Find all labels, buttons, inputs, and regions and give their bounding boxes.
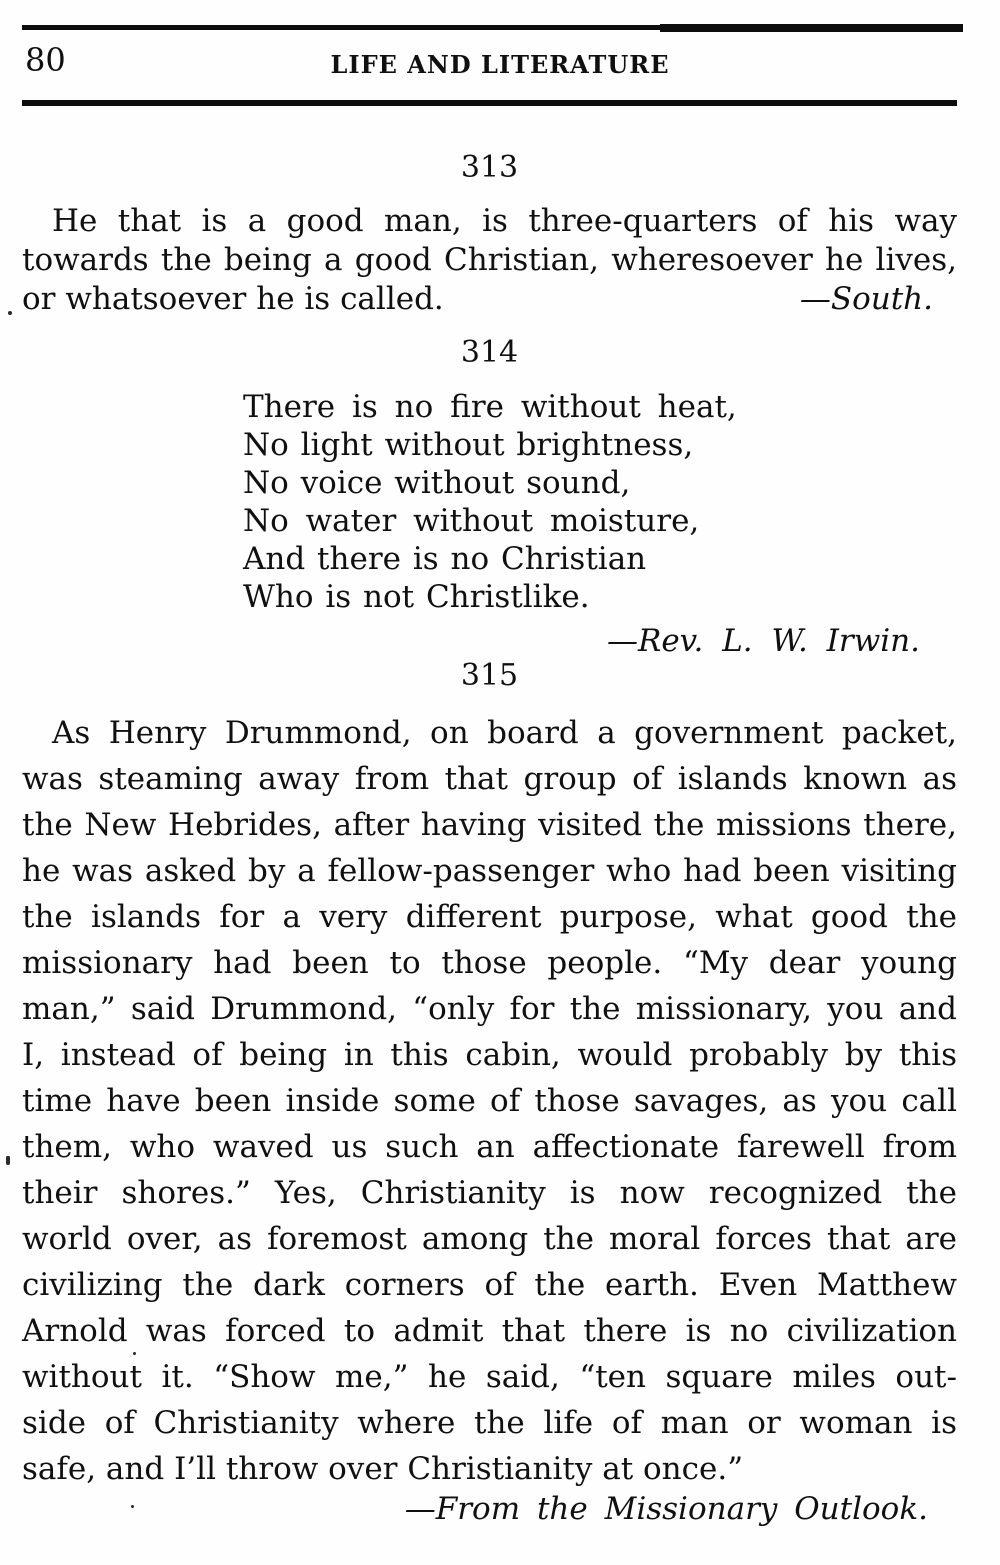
quote-line: As Henry Drummond, on board a government packet,	[52, 715, 957, 751]
quote-line: he was asked by a fellow-passenger who had been visiting	[22, 853, 957, 889]
quote-line: towards the being a good Christian, wheresoever he lives,	[22, 242, 957, 278]
quote-line: man,” said Drummond, “only for the missionary, you and	[22, 991, 957, 1027]
quote-line: without it. “Show me,” he said, “ten square miles out-	[22, 1359, 957, 1395]
quote-line: He that is a good man, is three-quarters of his way	[52, 203, 957, 239]
verse-line: Who is not Christlike.	[243, 579, 590, 615]
quote-line: them, who waved us such an affectionate farewell from	[22, 1129, 957, 1165]
quote-closing-line: safe, and I’ll throw over Christianity at once.”	[22, 1451, 744, 1487]
running-header-title: LIFE AND LITERATURE	[330, 50, 670, 79]
attribution-irwin: —Rev. L. W. Irwin.	[606, 623, 920, 659]
poem-314	[243, 388, 737, 616]
quote-line: the islands for a very different purpose, what good the	[22, 899, 957, 935]
section-number-313: 313	[460, 150, 519, 185]
header-rule-bottom	[22, 100, 957, 106]
quote-line: was steaming away from that group of islands known as	[22, 761, 957, 797]
scan-speck	[8, 311, 12, 315]
attribution-missionary-outlook: —From the Missionary Outlook.	[404, 1491, 928, 1527]
quote-closing-line	[22, 280, 957, 319]
quote-line: the New Hebrides, after having visited the missions there,	[22, 807, 957, 843]
scan-speck	[6, 1156, 10, 1165]
scan-speck	[133, 1352, 136, 1355]
quote-line: side of Christianity where the life of man or woman is	[22, 1405, 957, 1441]
quote-line: civilizing the dark corners of the earth. Even Matthew	[22, 1267, 957, 1303]
quote-line: I, instead of being in this cabin, would probably by this	[22, 1037, 957, 1073]
verse-line: No water without moisture,	[243, 503, 700, 539]
quote-line: world over, as foremost among the moral forces that are	[22, 1221, 957, 1257]
quote-line: Arnold was forced to admit that there is no civilization	[22, 1313, 957, 1349]
scan-speck	[131, 1505, 134, 1508]
page-number: 80	[25, 41, 66, 79]
header-rule-top-thick	[660, 24, 963, 32]
quote-line: time have been inside some of those savages, as you call	[22, 1083, 957, 1119]
quote-line: or whatsoever he is called.	[22, 281, 444, 317]
attribution-south: —South.	[799, 281, 933, 317]
verse-line: There is no fire without heat,	[243, 389, 737, 425]
quote-line: their shores.” Yes, Christianity is now recognized the	[22, 1175, 957, 1211]
section-number-314: 314	[460, 335, 519, 370]
verse-line: No voice without sound,	[243, 465, 631, 501]
quote-313	[22, 202, 957, 319]
quote-line: missionary had been to those people. “My dear young	[22, 945, 957, 981]
verse-line: No light without brightness,	[243, 427, 694, 463]
section-number-315: 315	[460, 658, 519, 693]
verse-line: And there is no Christian	[243, 541, 647, 577]
quote-315	[22, 710, 957, 1492]
